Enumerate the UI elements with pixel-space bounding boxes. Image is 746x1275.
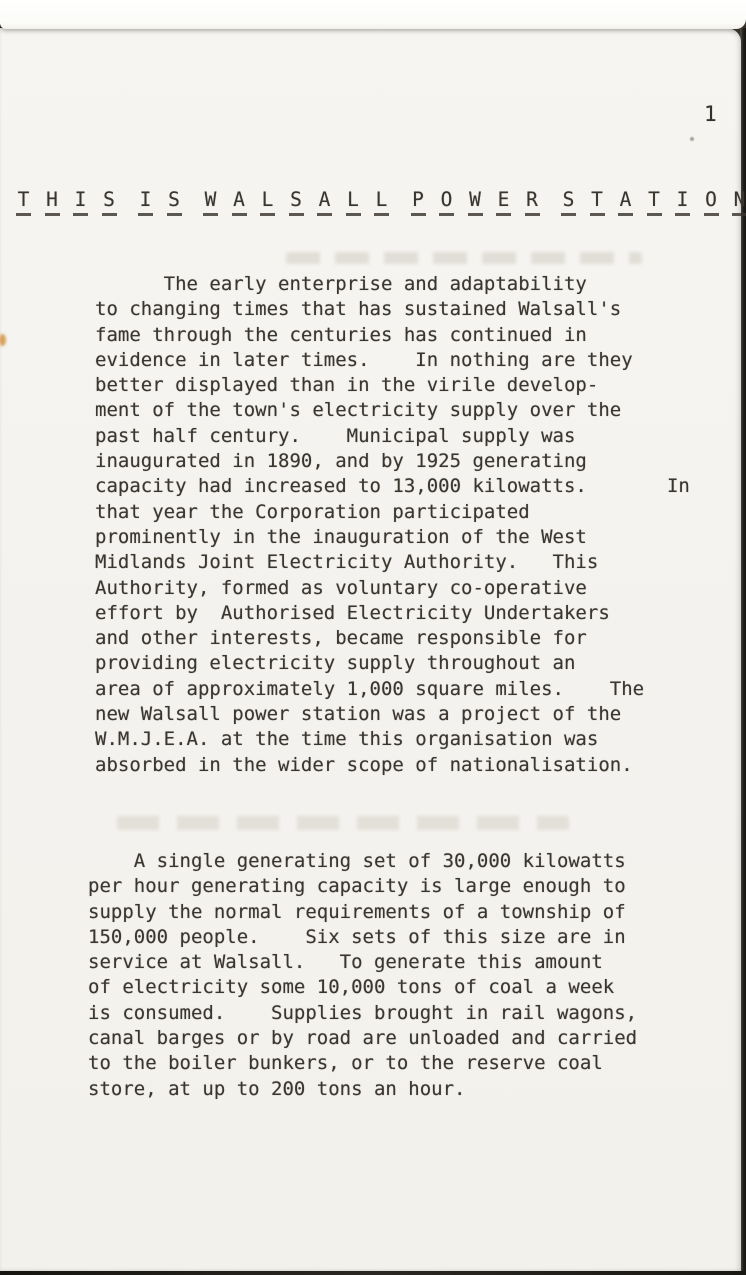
text-line: store, at up to 200 tons an hour. — [88, 1077, 466, 1100]
text-line: past half century. Municipal supply was — [95, 424, 576, 447]
title-letter: I — [138, 189, 153, 216]
title-word — [411, 189, 554, 216]
text-line: to the boiler bunkers, or to the reserve coal — [88, 1052, 603, 1075]
text-line: 150,000 people. Six sets of this size are in — [88, 925, 626, 948]
title-letter: T — [647, 189, 662, 216]
document-page — [0, 28, 746, 1272]
title-letter: E — [496, 189, 511, 216]
title-letter: S — [102, 189, 117, 216]
text-line: canal barges or by road are unloaded and carried — [88, 1027, 638, 1050]
text-line: providing electricity supply throughout an — [95, 652, 576, 675]
text-line: absorbed in the wider scope of nationalisation. — [95, 753, 633, 776]
paper-speck — [0, 334, 6, 346]
title-letter: O — [704, 189, 719, 216]
text-line: and other interests, became responsible for — [95, 627, 587, 650]
title-word — [138, 189, 195, 216]
text-line: fame through the centuries has continued in — [95, 323, 587, 346]
text-line: service at Walsall. To generate this amount — [88, 951, 603, 974]
title-letter: R — [525, 189, 540, 216]
show-through-text — [286, 252, 642, 264]
title-letter: O — [439, 189, 454, 216]
title-letter: T — [590, 189, 605, 216]
title-letter: L — [260, 189, 275, 216]
title-letter: S — [167, 189, 182, 216]
text-line: capacity had increased to 13,000 kilowatts. In — [95, 475, 690, 498]
text-line: A single generating set of 30,000 kilowatts — [88, 850, 626, 872]
text-line: per hour generating capacity is large enough to — [88, 875, 626, 898]
title-letter: W — [468, 189, 483, 216]
text-line: W.M.J.E.A. at the time this organisation was — [95, 728, 599, 751]
title-letter: L — [346, 189, 361, 216]
text-line: area of approximately 1,000 square miles. The — [95, 677, 645, 700]
text-line: new Walsall power station was a project of the — [95, 703, 622, 726]
paragraph-history — [95, 272, 690, 778]
title-letter: A — [232, 189, 247, 216]
text-line: to changing times that has sustained Walsall's — [95, 298, 622, 321]
page-title — [16, 189, 746, 216]
title-letter: I — [73, 189, 88, 216]
text-line: supply the normal requirements of a township of — [88, 900, 626, 923]
text-line: Midlands Joint Electricity Authority. This — [95, 551, 599, 574]
page-number: 1 — [704, 102, 717, 126]
text-line: effort by Authorised Electricity Undertakers — [95, 601, 610, 624]
title-word — [203, 189, 403, 216]
text-line: prominently in the inauguration of the West — [95, 525, 587, 548]
text-line: of electricity some 10,000 tons of coal a week — [88, 976, 615, 999]
text-line: is consumed. Supplies brought in rail wagons, — [88, 1001, 638, 1024]
title-letter: T — [16, 189, 31, 216]
title-letter: A — [618, 189, 633, 216]
title-letter: H — [45, 189, 60, 216]
show-through-text — [117, 816, 569, 830]
scanner-background-bottom-edge — [0, 1271, 746, 1275]
paper-speck — [690, 137, 694, 141]
text-line: ment of the town's electricity supply over the — [95, 399, 622, 422]
paragraph-generation — [88, 849, 637, 1102]
text-line: better displayed than in the virile develop- — [95, 374, 599, 397]
title-letter: A — [317, 189, 332, 216]
title-letter: S — [289, 189, 304, 216]
adjacent-page-edge — [0, 0, 746, 29]
title-letter: I — [675, 189, 690, 216]
text-line: The early enterprise and adaptability — [95, 273, 587, 295]
title-letter: S — [561, 189, 576, 216]
title-letter: W — [203, 189, 218, 216]
title-word — [561, 189, 746, 216]
title-letter: N — [732, 189, 746, 216]
text-line: inaugurated in 1890, and by 1925 generating — [95, 450, 587, 473]
text-line: Authority, formed as voluntary co-operative — [95, 576, 587, 599]
text-line: evidence in later times. In nothing are they — [95, 348, 633, 371]
title-letter: L — [374, 189, 389, 216]
title-word — [16, 189, 130, 216]
text-line: that year the Corporation participated — [95, 500, 530, 523]
title-letter: P — [411, 189, 426, 216]
